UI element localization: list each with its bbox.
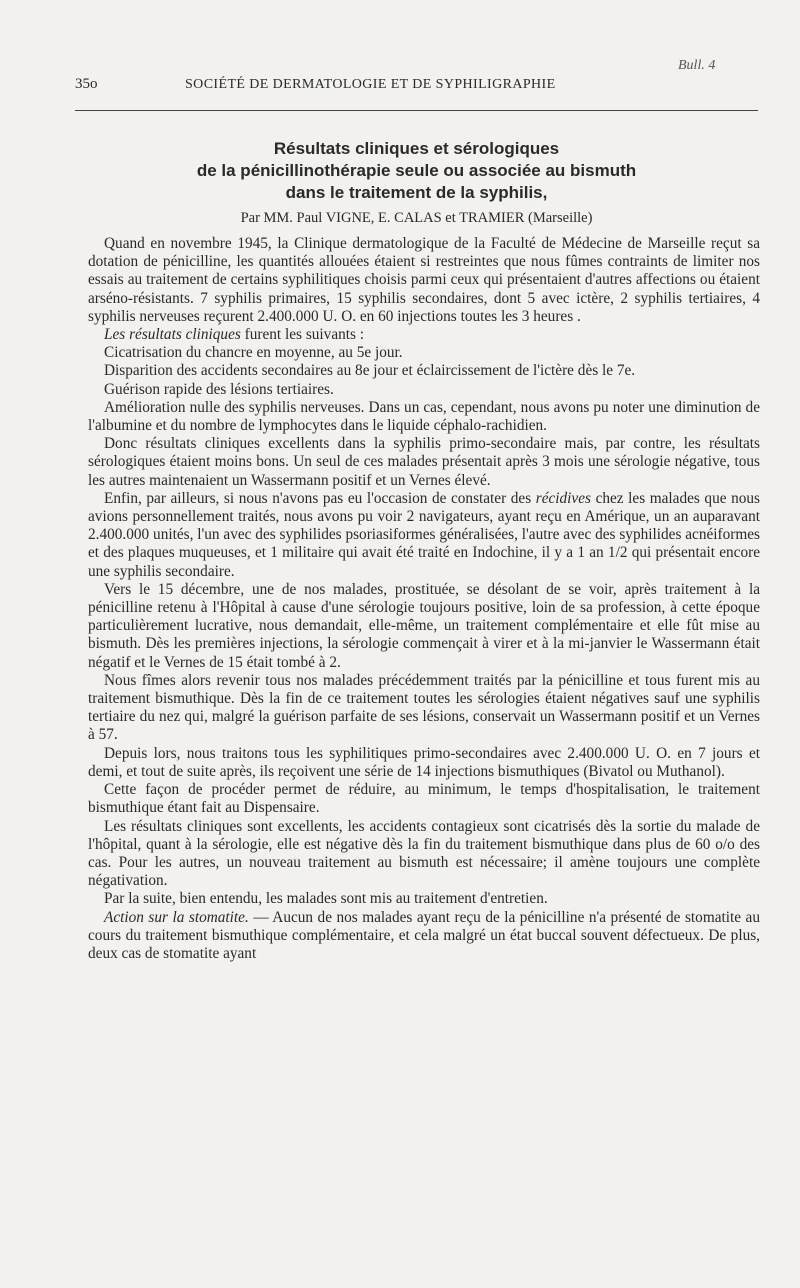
paragraph: Disparition des accidents secondaires au 8e jour et éclaircissement de l'ictère dès le 7e.	[104, 362, 636, 380]
paragraph: Vers le 15 décembre, une de nos malades, prostituée, se désolant de se voir, après traitement à la pénicilline retenu à l'Hôpital à cause d'une sérologie toujours positive, loin de sa profession, à cette époque particulièrement lucrative, nous demandait, elle-même, un traitement complémentaire et elle fût mise au bismuth. Dès les premières injections, la sérologie commençait à virer et à la mi-janvier le Wassermann était négatif et le Vernes de 15 était tombé à 2.	[88, 580, 760, 671]
enfin-italic: récidives	[535, 489, 591, 507]
paragraph-results-intro	[88, 326, 760, 344]
paragraph: Donc résultats cliniques excellents dans la syphilis primo-secondaire mais, par contre, les résultats sérologiques étaient moins bons. Un seul de ces malades présentait après 3 mois une sérologie négative, tous les autres maintenaient un Wassermann positif et un Vernes élevé.	[88, 435, 760, 489]
paragraph: Les résultats cliniques sont excellents, les accidents contagieux sont cicatrisés dès la sortie du malade de l'hôpital, quant à la sérologie, elle est négative dès la fin du traitement bismuthique dans plus de 60 o/o des cas. Pour les autres, un nouveau traitement au bismuth est nécessaire; il amène toujours une complète négativation.	[88, 817, 760, 890]
paragraph: Cette façon de procéder permet de réduire, au minimum, le temps d'hospitalisation, le traitement bismuthique étant fait au Dispensaire.	[88, 781, 760, 817]
paragraph: Cicatrisation du chancre en moyenne, au 5e jour.	[104, 344, 403, 362]
action-italic: Action sur la stomatite.	[104, 908, 249, 926]
bull-mark: Bull. 4	[678, 58, 716, 73]
running-header	[75, 76, 730, 93]
enfin-lead: Enfin, par ailleurs, si nous n'avons pas eu l'occasion de constater des	[104, 489, 536, 507]
paragraph: Amélioration nulle des syphilis nerveuses. Dans un cas, cependant, nous avons pu noter une diminution de l'albumine et du nombre de lymphocytes dans le liquide céphalo-rachidien.	[88, 398, 760, 435]
page-number: 35o	[75, 76, 98, 92]
paragraph: Guérison rapide des lésions tertiaires.	[104, 380, 334, 398]
paragraph-action	[88, 909, 760, 964]
italic-lead: Les résultats cliniques	[104, 326, 241, 344]
title-line-2: de la pénicillinothérapie seule ou associée au bismuth	[196, 161, 637, 180]
article-authors: Par MM. Paul VIGNE, E. CALAS et TRAMIER (Marseille)	[240, 210, 593, 226]
paragraph: Par la suite, bien entendu, les malades sont mis au traitement d'entretien.	[104, 890, 548, 908]
paragraph-enfin	[88, 490, 760, 581]
header-rule	[75, 110, 758, 111]
enfin-rest: chez les malades que nous avions personnellement traités, nous avons pu voir 2 navigateurs, ayant reçu en Amérique, un an auparavant 2.400.000 unités, l'un avec des syphilides psoriasiformes généralisées, l'autre avec des syphilides acnéiformes et des plaques muqueuses, et 1 militaire qui avait été traité en Indochine, il y a 1 an 1/2 qui présentait encore une syphilis secondaire.	[88, 489, 760, 580]
title-line-1: Résultats cliniques et sérologiques	[273, 139, 560, 158]
action-rest: — Aucun de nos malades ayant reçu de la pénicilline n'a présenté de stomatite au cours du traitement bismuthique complémentaire, et cela malgré un état buccal souvent défectueux. De plus, deux cas de stomatite ayant	[88, 908, 760, 962]
italic-lead-rest: furent les suivants :	[240, 326, 365, 344]
paragraph: Nous fîmes alors revenir tous nos malades précédemment traités par la pénicilline et tous furent mis au traitement bismuthique. Dès la fin de ce traitement toutes les sérologies étaient négatives sauf une syphilis tertiaire du nez qui, malgré la guérison parfaite de ses lésions, conservait un Wassermann positif et un Vernes à 57.	[88, 671, 760, 744]
title-line-3: dans le traitement de la syphilis,	[285, 183, 548, 202]
paragraph: Quand en novembre 1945, la Clinique dermatologique de la Faculté de Médecine de Marseille reçut sa dotation de pénicilline, les quantités allouées étaient si restreintes que nous fûmes contraints de limiter nos essais au traitement de certains syphilitiques choisis parmi ceux qui présentaient d'autres affections ou étaient arséno-résistants. 7 syphilis primaires, 15 syphilis secondaires, dont 5 avec ictère, 2 syphilis tertiaires, 4 syphilis nerveuses reçurent 2.400.000 U. O. en 60 injections toutes les 3 heures .	[88, 235, 760, 325]
article-body	[88, 235, 760, 963]
article-title	[75, 138, 758, 204]
paragraph: Depuis lors, nous traitons tous les syphilitiques primo-secondaires avec 2.400.000 U. O. en 7 jours et demi, et tout de suite après, ils reçoivent une série de 14 injections bismuthiques (Bivatol ou Muthanol).	[88, 744, 760, 780]
running-title: SOCIÉTÉ DE DERMATOLOGIE ET DE SYPHILIGRAPHIE	[185, 77, 556, 92]
